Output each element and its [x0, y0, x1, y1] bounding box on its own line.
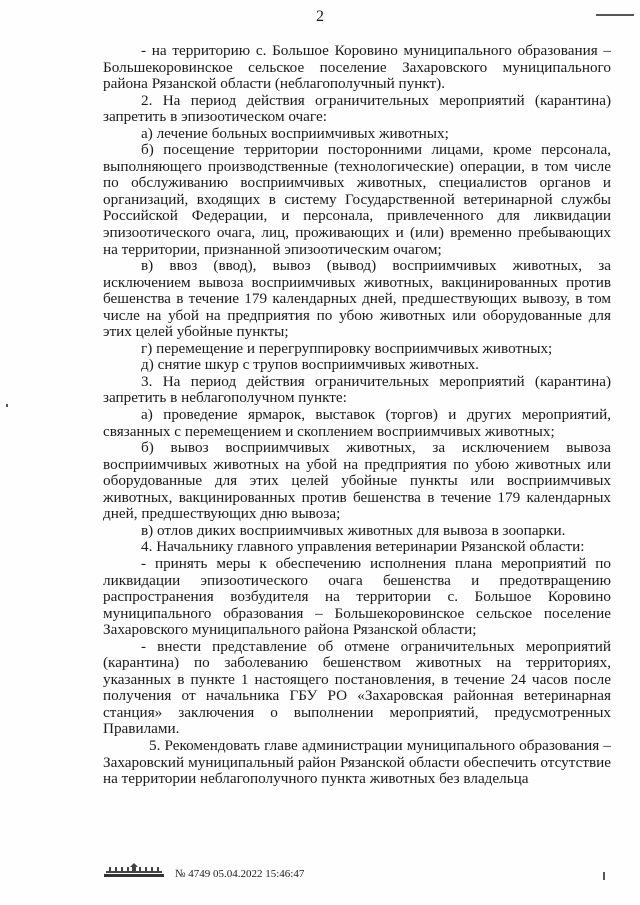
paragraph: б) посещение территории посторонними лицами, кроме персонала, выполняющего производственные (технологические) операции, в том числе по обслуживанию восприимчивых животных, специалистов органов и организаций, входящих в систему Государственной ветеринарной службы Российской Федерации, и персонала, привлеченного для ликвидации эпизоотического очага, лиц, проживающих и (или) временно пребывающих на территории, признанной эпизоотическим очагом;: [103, 141, 611, 258]
scan-artifact: [603, 872, 605, 880]
paragraph: а) проведение ярмарок, выставок (торгов) и других мероприятий, связанных с перемещением и скоплением восприимчивых животных;: [103, 406, 611, 440]
paragraph: а) лечение больных восприимчивых животных;: [141, 124, 449, 142]
document-footer: [103, 862, 503, 892]
paragraph: - на территорию с. Большое Коровино муниципального образования – Большекоровинское сельское поселение Захаровского муниципального района Рязанской области (неблагополучный пункт).: [103, 42, 611, 93]
paragraph: б) вывоз восприимчивых животных, за исключением вывоза восприимчивых животных на убой на предприятия по убою животных или оборудованные для этих целей убойные пункты или восприимчивых животных, вакцинированных против бешенства в течение 179 календарных дней, предшествующих дню вывоза;: [103, 439, 611, 523]
paragraph: в) ввоз (ввод), вывоз (вывод) восприимчивых животных, за исключением вывоза восприимчивых животных, вакцинированных против бешенства в течение 179 календарных дней, предшествующих вывозу, в том числе на убой на предприятия по убою животных или оборудованные для этих целей убойные пункты;: [103, 257, 611, 341]
document-body: [103, 43, 611, 788]
paragraph: - принять меры к обеспечению исполнения плана мероприятий по ликвидации эпизоотического очага бешенства и предотвращению распространения возбудителя на территории с. Большое Коровино муниципального образования – Большекоровинское сельское поселение Захаровского муниципального района Рязанской области;: [103, 554, 611, 639]
paragraph: 2. На период действия ограничительных мероприятий (карантина) запретить в эпизоотическом очаге:: [103, 91, 611, 126]
scan-artifact: [596, 14, 634, 16]
paragraph: 3. На период действия ограничительных мероприятий (карантина) запретить в неблагополучном пункте:: [103, 372, 611, 407]
paragraph: д) снятие шкур с трупов восприимчивых животных.: [141, 356, 479, 374]
paragraph: г) перемещение и перегруппировку восприимчивых животных;: [141, 339, 553, 357]
registration-stamp: № 4749 05.04.2022 15:46:47: [175, 868, 305, 880]
page-number: 2: [316, 8, 324, 25]
paragraph: в) отлов диких восприимчивых животных для вывоза в зоопарки.: [141, 521, 566, 539]
paragraph: 5. Рекомендовать главе администрации муниципального образования – Захаровский муниципальный район Рязанской области обеспечить отсутствие на территории неблагополучного пункта животных без владельца: [103, 736, 611, 788]
paragraph: 4. Начальнику главного управления ветеринарии Рязанской области:: [141, 538, 585, 556]
scan-artifact: [6, 404, 8, 407]
paragraph: - внести представление об отмене ограничительных мероприятий (карантина) по заболеванию бешенством животных на территориях, указанных в пункте 1 настоящего постановления, в течение 24 часов после получения от начальника ГБУ РО «Захаровская районная ветеринарная станция» заключения о выполнении мероприятий, предусмотренных Правилами.: [103, 637, 611, 738]
building-seal-icon: [103, 862, 165, 878]
